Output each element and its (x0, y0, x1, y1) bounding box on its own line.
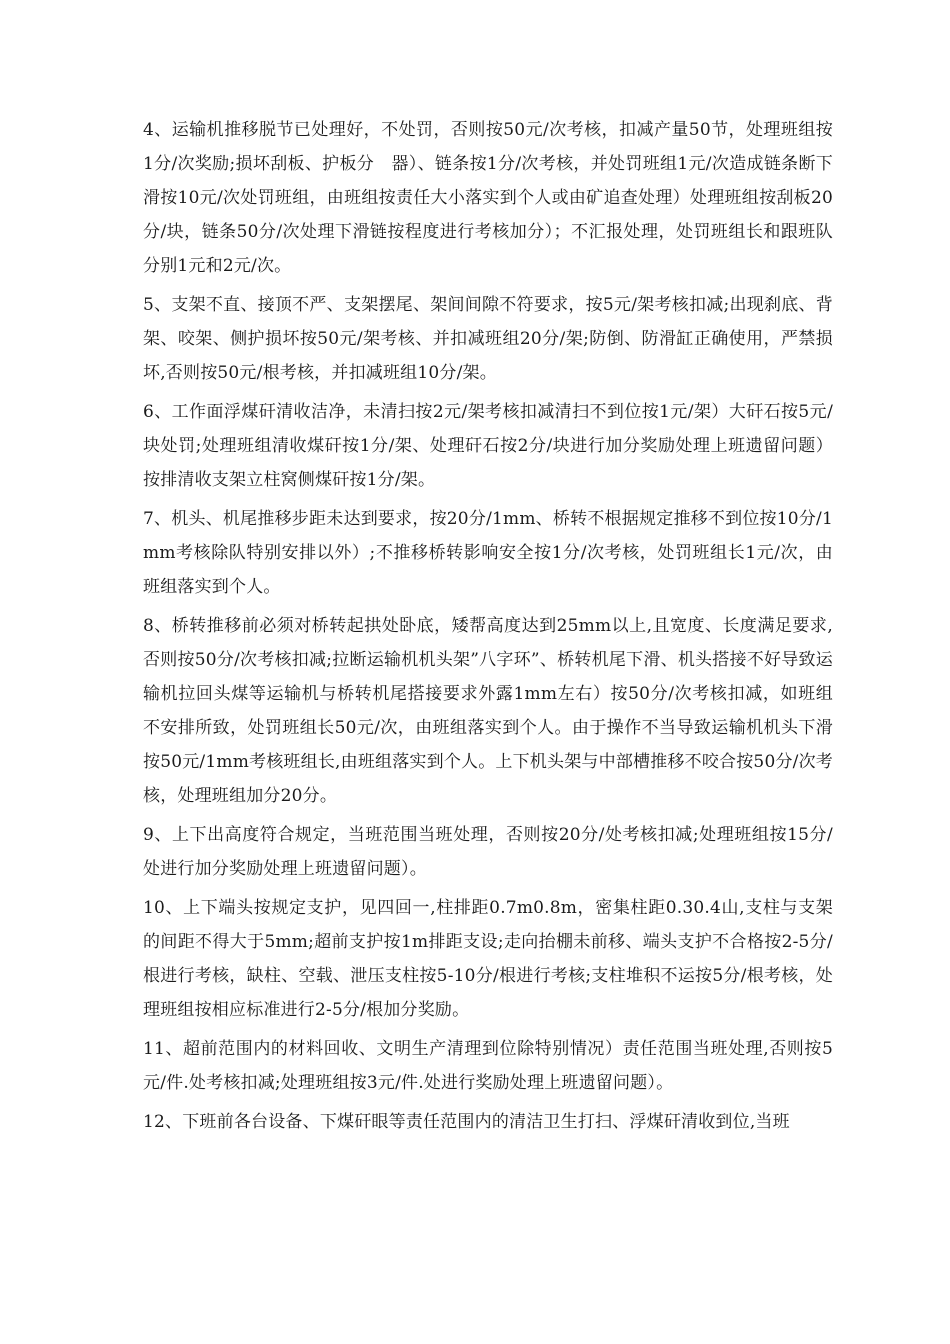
paragraph-item-6: 6、工作面浮煤矸清收洁净，未清扫按2元/架考核扣减清扫不到位按1元/架）大矸石按5元/块处罚;处理班组清收煤矸按1分/架、处理矸石按2分/块进行加分奖励处理上班遗留问题）按排清收支架立柱窝侧煤矸按1分/架。 (143, 402, 833, 490)
paragraph-item-7: 7、机头、机尾推移步距未达到要求，按20分/1mm、桥转不根据规定推移不到位按10分/1mm考核除队特别安排以外）;不推移桥转影响安全按1分/次考核，处罚班组长1元/次，由班组落实到个人。 (143, 509, 833, 597)
paragraph-item-12: 12、下班前各台设备、下煤矸眼等责任范围内的清洁卫生打扫、浮煤矸清收到位,当班 (143, 1112, 790, 1132)
paragraph-item-8: 8、桥转推移前必须对桥转起拱处卧底，矮帮高度达到25mm以上,且宽度、长度满足要求,否则按50分/次考核扣减;拉断运输机机头架”八字环”、桥转机尾下滑、机头搭接不好导致运输机拉回头煤等运输机与桥转机尾搭接要求外露1mm左右）按50分/次考核扣减，如班组不安排所致，处罚班组长50元/次，由班组落实到个人。由于操作不当导致运输机机头下滑按50元/1mm考核班组长,由班组落实到个人。上下机头架与中部槽推移不咬合按50分/次考核，处理班组加分20分。 (143, 616, 833, 806)
document-body (143, 113, 833, 1144)
paragraph-item-10: 10、上下端头按规定支护，见四回一,柱排距0.7m0.8m，密集柱距0.30.4山,支柱与支架的间距不得大于5mm;超前支护按1m排距支设;走向抬棚未前移、端头支护不合格按2-5分/根进行考核，缺柱、空载、泄压支柱按5-10分/根进行考核;支柱堆积不运按5分/根考核，处理班组按相应标准进行2-5分/根加分奖励。 (143, 898, 833, 1020)
paragraph-item-9: 9、上下出高度符合规定，当班范围当班处理，否则按20分/处考核扣减;处理班组按15分/处进行加分奖励处理上班遗留问题）。 (143, 825, 833, 879)
paragraph-item-4: 4、运输机推移脱节已处理好，不处罚，否则按50元/次考核，扣减产量50节，处理班组按1分/次奖励;损坏刮板、护板分 器）、链条按1分/次考核，并处罚班组1元/次造成链条断下滑按10元/次处罚班组，由班组按责任大小落实到个人或由矿追查处理）处理班组按刮板20分/块，链条50分/次处理下滑链按程度进行考核加分）；不汇报处理，处罚班组长和跟班队分别1元和2元/次。 (143, 120, 833, 276)
paragraph-item-11: 11、超前范围内的材料回收、文明生产清理到位除特别情况）责任范围当班处理,否则按5元/件.处考核扣减;处理班组按3元/件.处进行奖励处理上班遗留问题）。 (143, 1039, 833, 1093)
paragraph-item-5: 5、支架不直、接顶不严、支架摆尾、架间间隙不符要求，按5元/架考核扣减;出现刹底、背架、咬架、侧护损坏按50元/架考核、并扣减班组20分/架;防倒、防滑缸正确使用，严禁损坏,否则按50元/根考核，并扣减班组10分/架。 (143, 295, 833, 383)
